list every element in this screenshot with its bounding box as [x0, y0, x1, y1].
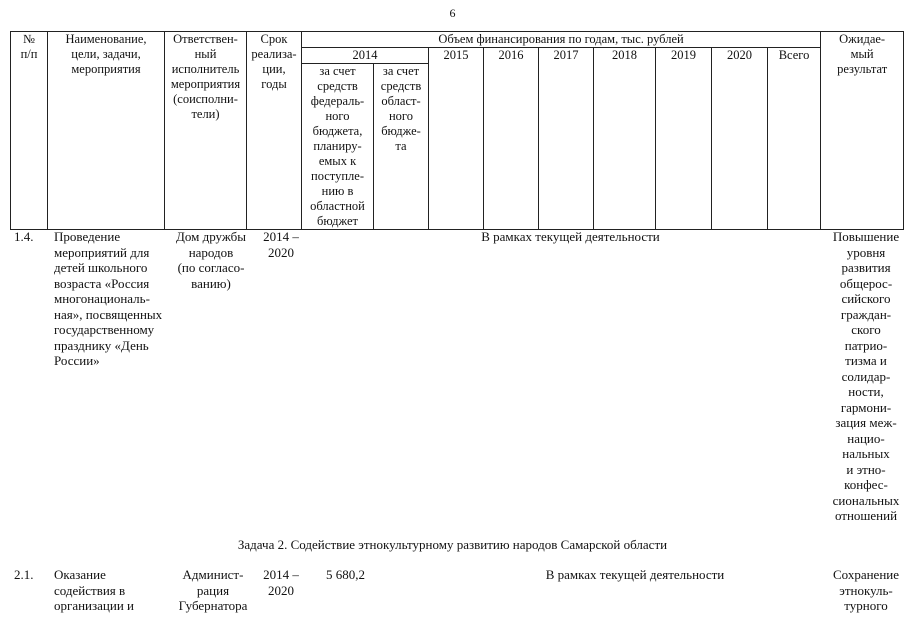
header-num: № п/п [11, 32, 48, 230]
header-year-2018: 2018 [594, 48, 656, 230]
row-1-4-name: Проведение мероприятий для детей школьного возраста «Россия многонациональ- ная», посвященных государственному празднику «День России» [54, 229, 163, 368]
header-total: Всего [768, 48, 821, 230]
row-1-4-result: Повышение уровня развития общерос- сийского граждан- ского патрио- тизма и солидар- ности, гармони- зация меж- нацио- нальных и этно- конфес- сиональных отношений [832, 229, 900, 523]
header-2014-regional: за счет средств област- ного бюдже- та [374, 64, 429, 230]
row-2-1-amount-2014: 5 680,2 [326, 567, 365, 582]
header-year-2020: 2020 [712, 48, 768, 230]
header-2014-federal: за счет средств федераль- ного бюджета, планиру- емых к поступле- нию в областной бюджет [302, 64, 374, 230]
header-year-2014: 2014 [302, 48, 429, 64]
header-year-2016: 2016 [484, 48, 539, 230]
program-table-header [10, 31, 904, 230]
row-2-1-funding: В рамках текущей деятельности [545, 567, 725, 582]
row-2-1-result: Сохранение этнокуль- турного [832, 567, 900, 613]
row-1-4-funding: В рамках текущей деятельности [481, 229, 660, 244]
header-year-2019: 2019 [656, 48, 712, 230]
header-result: Ожидае- мый результат [821, 32, 904, 230]
row-2-1-name: Оказание содействия в организации и [54, 567, 134, 613]
row-2-1-num: 2.1. [14, 567, 34, 582]
page-number: 6 [449, 6, 456, 20]
header-year-2017: 2017 [539, 48, 594, 230]
row-1-4-executor: Дом дружбы народов (по согласо- ванию) [175, 229, 247, 291]
row-1-4-term: 2014 – 2020 [263, 229, 299, 260]
header-name: Наименование, цели, задачи, мероприятия [48, 32, 165, 230]
row-2-1-executor: Админист- рация Губернатора [178, 567, 248, 613]
header-term: Срок реализа- ции, годы [247, 32, 302, 230]
task-2-heading: Задача 2. Содействие этнокультурному развитию народов Самарской области [237, 537, 668, 552]
header-funding-title: Объем финансирования по годам, тыс. рублей [302, 32, 821, 48]
row-1-4-num: 1.4. [14, 229, 34, 244]
header-year-2015: 2015 [429, 48, 484, 230]
row-2-1-term: 2014 – 2020 [263, 567, 299, 598]
header-executor: Ответствен- ный исполнитель мероприятия (соисполни- тели) [165, 32, 247, 230]
